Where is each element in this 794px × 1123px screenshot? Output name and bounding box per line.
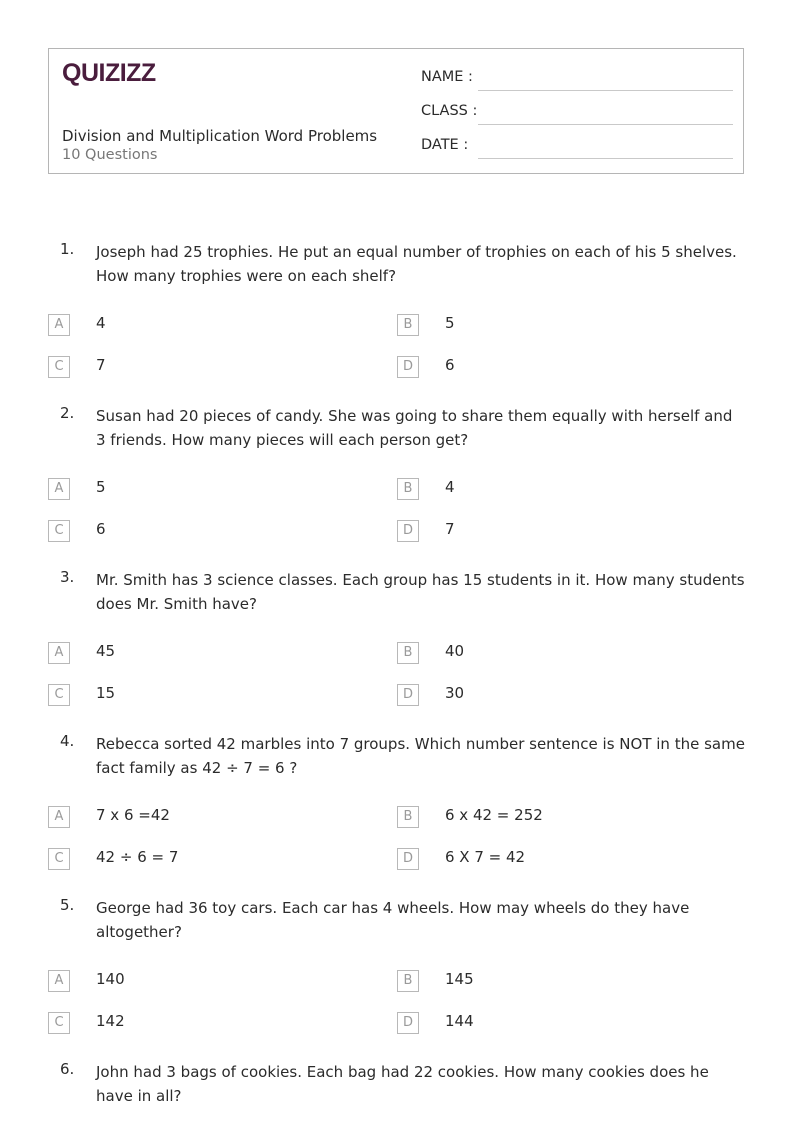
name-label: NAME :: [421, 69, 473, 85]
date-label: DATE :: [421, 137, 469, 153]
option-letter-box[interactable]: B: [397, 806, 419, 828]
option-text: 15: [96, 684, 116, 702]
option-text: 40: [445, 642, 465, 660]
option-letter-box[interactable]: B: [397, 970, 419, 992]
question-text: John had 3 bags of cookies. Each bag had 22 cookies. How many cookies does he have in all?: [96, 1063, 709, 1105]
option-letter-box[interactable]: A: [48, 314, 70, 336]
option-letter-box[interactable]: C: [48, 520, 70, 542]
option-letter-box[interactable]: C: [48, 1012, 70, 1034]
option-letter-box[interactable]: A: [48, 970, 70, 992]
option-text: 4: [96, 314, 106, 332]
option-text: 5: [96, 478, 106, 496]
worksheet-title: Division and Multiplication Word Problems: [62, 127, 378, 145]
question-number: 6.: [60, 1060, 75, 1078]
option-letter-box[interactable]: C: [48, 684, 70, 706]
option-text: 7 x 6 =42: [96, 806, 170, 824]
question-count: 10 Questions: [62, 147, 158, 163]
option-letter-box[interactable]: B: [397, 314, 419, 336]
option-text: 7: [96, 356, 106, 374]
question-number: 1.: [60, 240, 75, 258]
class-line[interactable]: [478, 124, 733, 125]
option-letter-box[interactable]: A: [48, 806, 70, 828]
option-text: 4: [445, 478, 455, 496]
question-text: Joseph had 25 trophies. He put an equal number of trophies on each of his 5 shelves. How many trophies were on each shelf?: [96, 243, 737, 285]
option-letter-box[interactable]: A: [48, 642, 70, 664]
option-text: 42 ÷ 6 = 7: [96, 848, 179, 866]
option-text: 7: [445, 520, 455, 538]
date-line[interactable]: [478, 158, 733, 159]
question-number: 5.: [60, 896, 75, 914]
option-letter-box[interactable]: D: [397, 848, 419, 870]
option-letter-box[interactable]: B: [397, 478, 419, 500]
option-letter-box[interactable]: B: [397, 642, 419, 664]
option-text: 30: [445, 684, 465, 702]
question-text: Susan had 20 pieces of candy. She was going to share them equally with herself and 3 friends. How many pieces will each person get?: [96, 407, 733, 449]
option-letter-box[interactable]: C: [48, 356, 70, 378]
class-field[interactable]: [421, 103, 733, 123]
option-text: 145: [445, 970, 474, 988]
date-field[interactable]: [421, 137, 733, 157]
option-letter-box[interactable]: D: [397, 684, 419, 706]
option-text: 142: [96, 1012, 125, 1030]
name-line[interactable]: [478, 90, 733, 91]
quizizz-logo: QUIZIZZ: [62, 59, 156, 87]
option-text: 6: [445, 356, 455, 374]
question-number: 3.: [60, 568, 75, 586]
name-field[interactable]: [421, 69, 733, 89]
worksheet-header: [48, 48, 744, 174]
class-label: CLASS :: [421, 103, 478, 119]
option-letter-box[interactable]: D: [397, 520, 419, 542]
question-number: 4.: [60, 732, 75, 750]
option-text: 6 X 7 = 42: [445, 848, 526, 866]
option-text: 6 x 42 = 252: [445, 806, 543, 824]
option-letter-box[interactable]: D: [397, 356, 419, 378]
question-text: George had 36 toy cars. Each car has 4 wheels. How may wheels do they have altogether?: [96, 899, 690, 941]
option-letter-box[interactable]: C: [48, 848, 70, 870]
question-number: 2.: [60, 404, 75, 422]
option-letter-box[interactable]: A: [48, 478, 70, 500]
option-text: 6: [96, 520, 106, 538]
option-text: 45: [96, 642, 116, 660]
option-text: 144: [445, 1012, 474, 1030]
question-text: Rebecca sorted 42 marbles into 7 groups. Which number sentence is NOT in the same fact family as 42 ÷ 7 = 6 ?: [96, 735, 745, 777]
question-text: Mr. Smith has 3 science classes. Each group has 15 students in it. How many students does Mr. Smith have?: [96, 571, 745, 613]
option-text: 140: [96, 970, 125, 988]
option-text: 5: [445, 314, 455, 332]
option-letter-box[interactable]: D: [397, 1012, 419, 1034]
